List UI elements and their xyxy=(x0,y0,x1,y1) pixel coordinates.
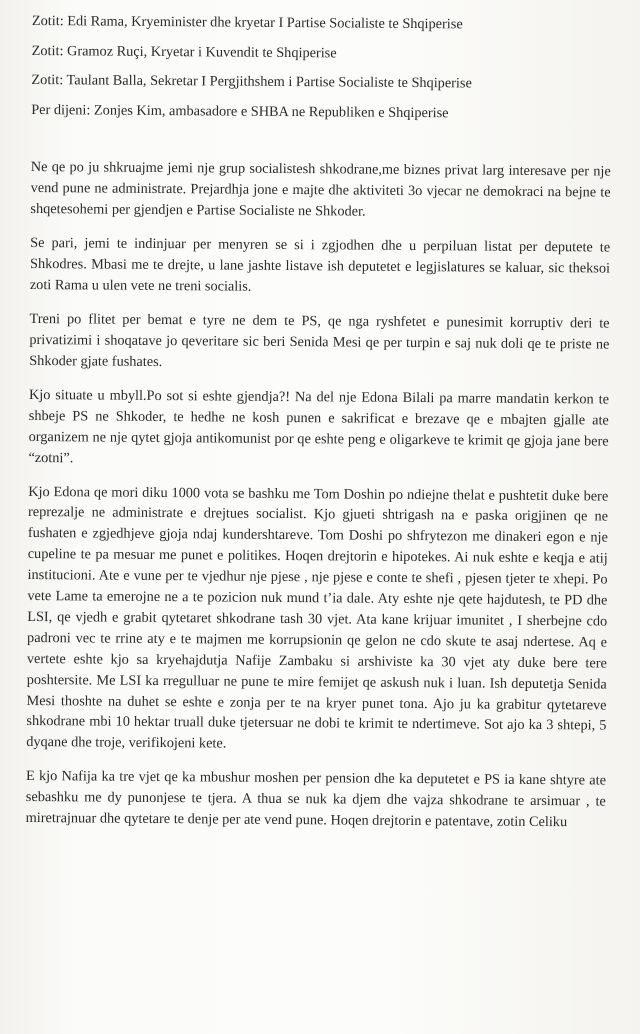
paragraph: Treni po flitet per bemat e tyre ne dem te PS, qe nga ryshfetet e punesimit korruptiv deri te privatizimi i shoqatave jo qeveritare sic beri Senida Mesi qe per turpin e saj nuk doli qe te priste ne Shkoder gjate fushates. xyxy=(29,310,610,370)
letter-body xyxy=(26,156,611,833)
recipient-line: Zotit: Gramoz Ruçi, Kryetar i Kuvendit te Shqiperise xyxy=(31,42,337,61)
recipients-block xyxy=(31,12,612,123)
paragraph: Kjo situate u mbyll.Po sot si eshte gjendja?! Na del nje Edona Bilali pa marre mandatin kerkon te shbeje PS ne Shkoder, te hedhe ne kosh punen e sakrificat e brezave qe e mbajten gjalle ate organizem ne nje qytet gjoja antikomunist por qe eshte peng e oligarkeve te krimit qe gjoja jane bere “zotni”. xyxy=(28,386,610,466)
cc-line: Per dijeni: Zonjes Kim, ambasadore e SHBA ne Republiken e Shqiperise xyxy=(31,101,449,121)
recipient-line: Zotit: Taulant Balla, Sekretar I Pergjithshem i Partise Socialiste te Shqiperise xyxy=(31,71,472,92)
paragraph: E kjo Nafija ka tre vjet qe ka mbushur moshen per pension dhe ka deputetet e PS ia kane shtyre ate sebashku me dy punonjese te tjera. A thua se nuk ka djem dhe vajza shkodrane te arsimuar , te miretrajnuar dhe qytetare te denje per ate vend pune. Hoqen drejtorin e patentave, zotin Celiku xyxy=(25,768,607,831)
recipient-line: Zotit: Edi Rama, Kryeminister dhe kryetar I Partise Socialiste te Shqiperise xyxy=(31,12,463,33)
paragraph: Kjo Edona qe mori diku 1000 vota se bashku me Tom Doshin po ndiejne thelat e pushtetit duke bere reprezalje ne administrate e drejtues socialist. Kjo gjueti shtrigash na e paska origjinen qe ne fushaten e zgjedhjeve gjoja ndaj kundershtareve. Tom Doshi po shfrytezon me dinakeri egon e nje cupeline te pa mesuar me punet e politikes. Hoqen drejtorin e hipotekes. Ai nuk eshte e keqja e atij institucioni. Ate e vune per te vjedhur nje pjese , nje pjese e conte te shefi , pjesen tjeter te xhepi. Po vete Lame ta emerojne ne a te pozicion nuk mund t’ia dale. Aty eshte nje qete hajdutesh, te PD dhe LSI, qe vjedh e grabit qytetaret shkodrane tash 30 vjet. Ata kane krijuar imunitet , I sherbejne cdo padroni vec te rrine aty e te majmen me korrupsionin qe gelon ne cdo skute te asaj ndertese. Aq e vertete eshte kjo sa kryehajdutja Nafije Zambaku si arshiviste ka 30 vjet aty duke bere tere poshtersite. Me LSI ka rregulluar ne pune te mire femijet qe askush nuk i luan. Ish deputetja Senida Mesi thoshte na duhet se eshte e zonja per te na kryer punet tona. Ajo ju ka grabitur qytetareve shkodrane mbi 10 hektar truall duke tjetersuar ne dobi te krimit te ndertimeve. Sot ajo ka 3 shtepi, 5 dyqane dhe troje, verifikojeni kete. xyxy=(26,483,609,752)
letter xyxy=(25,12,612,847)
paragraph: Se pari, jemi te indinjuar per menyren se si i zgjodhen dhe u perpiluan listat per deputete te Shkodres. Mbasi me te drejte, u lane jashte listave ish deputetet e legjislatures se kaluar, sic theksoi zoti Rama u ulen vete ne treni socialis. xyxy=(29,234,611,295)
paragraph: Ne qe po ju shkruajme jemi nje grup socialistesh shkodrane,me biznes privat larg interesave per nje vend pune ne administrate. Prejardhja jone e majte dhe aktiviteti 3o vjecar ne demokraci na bejne te shqetesohemi per gjendjen e Partise Socialiste ne Shkoder. xyxy=(30,158,611,220)
